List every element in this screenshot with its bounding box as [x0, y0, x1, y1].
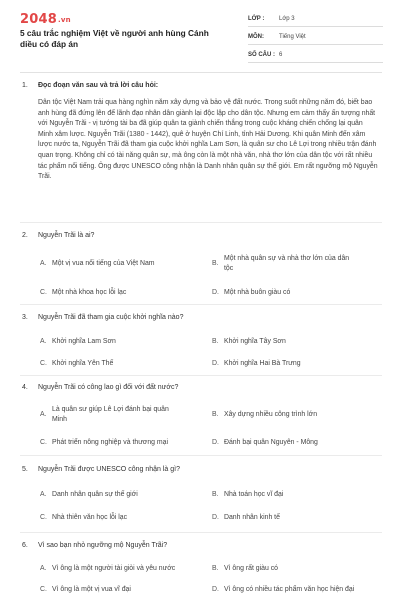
option-letter: C. [40, 289, 47, 296]
option-text: Một nhà khoa học lỗi lạc [52, 289, 127, 296]
option-text: Vì ông có nhiều tác phẩm văn học hiện đại [224, 586, 355, 593]
option-letter: C. [40, 586, 47, 593]
logo-suffix: .vn [57, 16, 71, 24]
question-text: Nguyễn Trãi có công lao gì đối với đất nước? [38, 384, 179, 391]
meta-label: SỐ CÂU : [248, 52, 275, 58]
meta-value: Lớp 3 [279, 16, 295, 22]
option-text: Danh nhân quân sự thế giới [52, 491, 138, 498]
reading-passage: Dân tộc Việt Nam trải qua hàng nghìn năm xây dựng và bảo vệ đất nước. Trong suốt những năm đó, biết bao anh hùng đã đứng lên để lãnh đạo nhân dân giành lại độc lập cho dân tộc. Nhưng em cảm thấy ấn tượng nhất với Nguyễn Trãi - vị tướng tài ba đã giúp quân ta giành chiến thắng trong cuộc kháng chiến chống lại quân Minh xâm lược. Nguyễn Trãi (1380 - 1442), quê ở huyện Chí Linh, tỉnh Hải Dương. Khi quân Minh đến xâm lược nước ta, Nguyễn Trãi đã tham gia cuộc khởi nghĩa Lam Sơn, là quân sư cho Lê Lợi trong nhiều trận đánh quan trọng. Không chỉ có tài năng quân sự, mà ông còn là một nhà văn, nhà thơ lớn của dân tộc với rất nhiều tác phẩm nổi tiếng. Ông được UNESCO công nhận là Danh nhân quân sự thế giới. Em rất ngưỡng mộ Nguyễn Trãi. [38, 99, 378, 181]
option-letter: D. [212, 439, 219, 446]
meta-value: Tiếng Việt [279, 34, 306, 40]
meta-row-count [248, 48, 383, 63]
question-number: 5. [22, 466, 28, 473]
meta-label: LỚP : [248, 16, 265, 22]
option-letter: B. [212, 491, 219, 498]
question-number: 3. [22, 314, 28, 321]
option-letter: D. [212, 586, 219, 593]
option-text: Là quân sư giúp Lê Lợi đánh bại quân Minh [52, 406, 169, 423]
question-text: Đọc đoạn văn sau và trả lời câu hỏi: [38, 82, 159, 89]
option-letter: D. [212, 360, 219, 367]
option-letter: A. [40, 491, 47, 498]
option-letter: B. [212, 338, 219, 345]
question-text: Vì sao bạn nhỏ ngưỡng mộ Nguyễn Trãi? [38, 542, 168, 549]
option-letter: B. [212, 411, 219, 418]
option-text: Khởi nghĩa Tây Sơn [224, 338, 286, 345]
option-text: Danh nhân kinh tế [224, 514, 280, 521]
option-text: Khởi nghĩa Lam Sơn [52, 338, 116, 345]
option-text: Vì ông rất giàu có [224, 565, 279, 572]
option-letter: D. [212, 289, 219, 296]
option-letter: C. [40, 514, 47, 521]
question-separator [20, 222, 382, 223]
question-separator [20, 304, 382, 305]
option-text: Một nhà quân sự và nhà thơ lớn của dân tộc [224, 255, 350, 272]
question-text: Nguyễn Trãi là ai? [38, 232, 95, 239]
option-text: Một vị vua nổi tiếng của Việt Nam [52, 260, 155, 267]
logo-text: 2048 [20, 12, 57, 27]
option-text: Khởi nghĩa Yên Thế [52, 360, 114, 367]
meta-value: 6 [279, 52, 283, 58]
option-letter: A. [40, 260, 47, 267]
option-text: Phát triển nông nghiệp và thương mại [52, 439, 169, 446]
question-text: Nguyễn Trãi đã tham gia cuộc khởi nghĩa nào? [38, 314, 184, 321]
option-letter: A. [40, 411, 47, 418]
question-separator [20, 455, 382, 456]
question-number: 2. [22, 232, 28, 239]
option-letter: A. [40, 565, 47, 572]
site-logo[interactable] [20, 12, 71, 27]
document-header [0, 0, 400, 68]
question-text: Nguyễn Trãi được UNESCO công nhận là gì? [38, 466, 180, 473]
meta-row-grade [248, 12, 383, 27]
option-text: Khởi nghĩa Hai Bà Trưng [224, 360, 301, 367]
meta-row-subject [248, 30, 383, 45]
option-text: Vì ông là một người tài giỏi và yêu nước [52, 565, 176, 572]
header-divider [20, 72, 382, 73]
question-separator [20, 375, 382, 376]
option-letter: A. [40, 338, 47, 345]
option-text: Đánh bại quân Nguyên - Mông [224, 439, 318, 446]
document-title: 5 câu trắc nghiệm Việt về người anh hùng Cánh diều có đáp án [20, 28, 209, 49]
option-letter: B. [212, 565, 219, 572]
option-letter: D. [212, 514, 219, 521]
option-letter: B. [212, 260, 219, 267]
option-text: Nhà thiên văn học lỗi lạc [52, 514, 128, 521]
question-number: 4. [22, 384, 28, 391]
option-letter: C. [40, 360, 47, 367]
option-text: Vì ông là một vị vua vĩ đại [52, 586, 131, 593]
question-number: 6. [22, 542, 28, 549]
question-number: 1. [22, 82, 28, 89]
option-text: Xây dựng nhiều công trình lớn [224, 411, 318, 418]
option-letter: C. [40, 439, 47, 446]
option-text: Một nhà buôn giàu có [224, 289, 291, 296]
option-text: Nhà toán học vĩ đại [224, 491, 284, 498]
quiz-meta-panel [248, 12, 383, 66]
meta-label: MÔN: [248, 34, 264, 40]
question-separator [20, 532, 382, 533]
